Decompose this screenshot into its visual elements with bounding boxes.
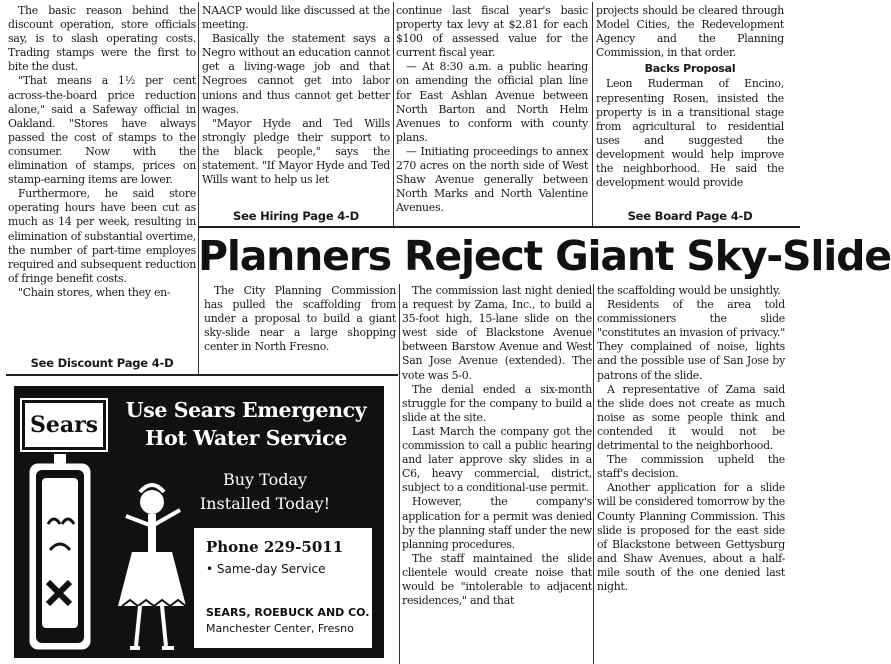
sears-advertisement xyxy=(14,386,384,658)
top-col-3 xyxy=(396,4,588,226)
article-headline: Planners Reject Giant Sky-Slide xyxy=(198,232,891,280)
paragraph: — At 8:30 a.m. a public hearing on amending the official plan line for East Ashlan Avenue between North Barton and North Helm Avenues to conform with county plans. xyxy=(396,60,588,144)
sears-logo: Sears xyxy=(22,400,106,450)
paragraph: "That means a 1½ per cent across-the-board price reduction alone," said a Safeway official in Oakland. "Stores have always passed the cost of stamps to the consumer. Now with the elimination of stamps, prices on stamp-earning items are lower. xyxy=(8,74,196,187)
section-divider xyxy=(6,374,398,376)
paragraph: continue last fiscal year's basic property tax levy at $2.81 for each $100 of assessed value for the current fiscal year. xyxy=(396,4,588,60)
paragraph: the scaffolding would be unsightly. xyxy=(597,284,781,297)
column-rule xyxy=(592,2,593,226)
paragraph: NAACP would like discussed at the meeting. xyxy=(202,4,390,32)
ad-tagline-line-1: Buy Today xyxy=(222,470,308,489)
paragraph: Furthermore, he said store operating hours have been cut as much as 14 per week, resulting in elimination of substantial overtime, the number of part-time employes required and subsequent reduction of fringe benefit costs. xyxy=(8,187,196,285)
paragraph: The denial ended a six-month struggle for the company to build a slide at the site. xyxy=(402,382,592,424)
ad-same-day-service: • Same-day Service xyxy=(206,562,326,576)
water-heater-illustration xyxy=(22,454,102,654)
top-col-4 xyxy=(596,4,784,226)
paragraph: The commission upheld the staff's decision. xyxy=(597,453,785,481)
ad-contact-box xyxy=(194,528,372,648)
paragraph: Another application for a slide will be considered tomorrow by the County Planning Commission. This slide is proposed for the east side of Blackstone between Gettysburg and Shaw Avenues, about a half-mile south of the one denied last night. xyxy=(597,481,785,593)
paragraph: Last March the company got the commission to call a public hearing and later approve sky slides in a C6, heavy commercial, district, subject to a conditional-use permit. xyxy=(402,424,592,495)
ad-tagline xyxy=(180,468,350,516)
paragraph: Leon Ruderman of Encino, representing Rosen, insisted the property is in a transitional stage from agricultural to residential uses and suggested the development would help improve the neighborhood. He said the development would provide xyxy=(596,77,784,190)
jump-line-hiring: See Hiring Page 4-D xyxy=(233,209,359,223)
column-rule xyxy=(399,284,400,664)
paragraph: "Mayor Hyde and Ted Wills strongly pledge their support to the black people," says the statement. "If Mayor Hyde and Ted Wills want to help us let xyxy=(202,116,390,187)
woman-figure-illustration xyxy=(106,476,196,656)
jump-line-discount: See Discount Page 4-D xyxy=(30,356,174,370)
column-rule xyxy=(198,2,199,374)
ad-location: Manchester Center, Fresno xyxy=(206,622,354,635)
ad-headline-line-1: Use Sears Emergency xyxy=(125,398,367,422)
paragraph: The City Planning Commission has pulled the scaffolding from under a proposal to build a giant sky-slide near a large shopping center in North Fresno. xyxy=(204,284,396,354)
paragraph: A representative of Zama said the slide does not create as much noise as some people think and contended it would not be detrimental to the neighborhood. xyxy=(597,382,785,453)
paragraph: The basic reason behind the discount operation, store officials say, is to slash operating costs. Trading stamps were the first to bite the dust. xyxy=(8,4,196,74)
ad-headline xyxy=(110,396,382,452)
article-col-2 xyxy=(402,284,592,664)
ad-phone: Phone 229-5011 xyxy=(206,538,344,556)
subhead-backs-proposal: Backs Proposal xyxy=(644,62,736,76)
paragraph: However, the company's application for a permit was denied by the planning staff under the new planning procedures. xyxy=(402,495,592,551)
paragraph: The commission last night denied a request by Zama, Inc., to build a 35-foot high, 15-lane slide on the west side of Blackstone Avenue between Barstow Avenue and West San Jose Avenue (extended). The vote was 5-0. xyxy=(402,284,592,382)
jump-line-board: See Board Page 4-D xyxy=(627,209,753,223)
column-rule xyxy=(393,2,394,226)
top-col-2 xyxy=(202,4,390,226)
paragraph: projects should be cleared through Model Cities, the Redevelopment Agency and the Planning Commission, in that order. xyxy=(596,4,784,60)
paragraph: The staff maintained the slide clientele would create noise that would be "intolerable to adjacent residences," and that xyxy=(402,551,592,608)
ad-company: SEARS, ROEBUCK AND CO. xyxy=(206,606,370,619)
paragraph: Residents of the area told commissioners the slide "constitutes an invasion of privacy." They complained of noise, lights and the possible use of San Jose by patrons of the slide. xyxy=(597,298,785,382)
article-col-3 xyxy=(597,284,785,664)
column-rule xyxy=(593,284,594,664)
ad-headline-line-2: Hot Water Service xyxy=(145,426,347,450)
paragraph: Basically the statement says a Negro without an education cannot get a living-wage job and that Negroes cannot get into labor unions and thus cannot get better wages. xyxy=(202,32,390,116)
paragraph: "Chain stores, when they en- xyxy=(18,285,171,299)
article-col-1 xyxy=(204,284,396,374)
top-col-1 xyxy=(8,4,196,374)
top-col-1-body xyxy=(8,4,196,300)
ad-tagline-line-2: Installed Today! xyxy=(199,494,331,513)
paragraph: — Initiating proceedings to annex 270 acres on the north side of West Shaw Avenue generally between North Marks and North Valentine Avenues. xyxy=(396,144,588,215)
